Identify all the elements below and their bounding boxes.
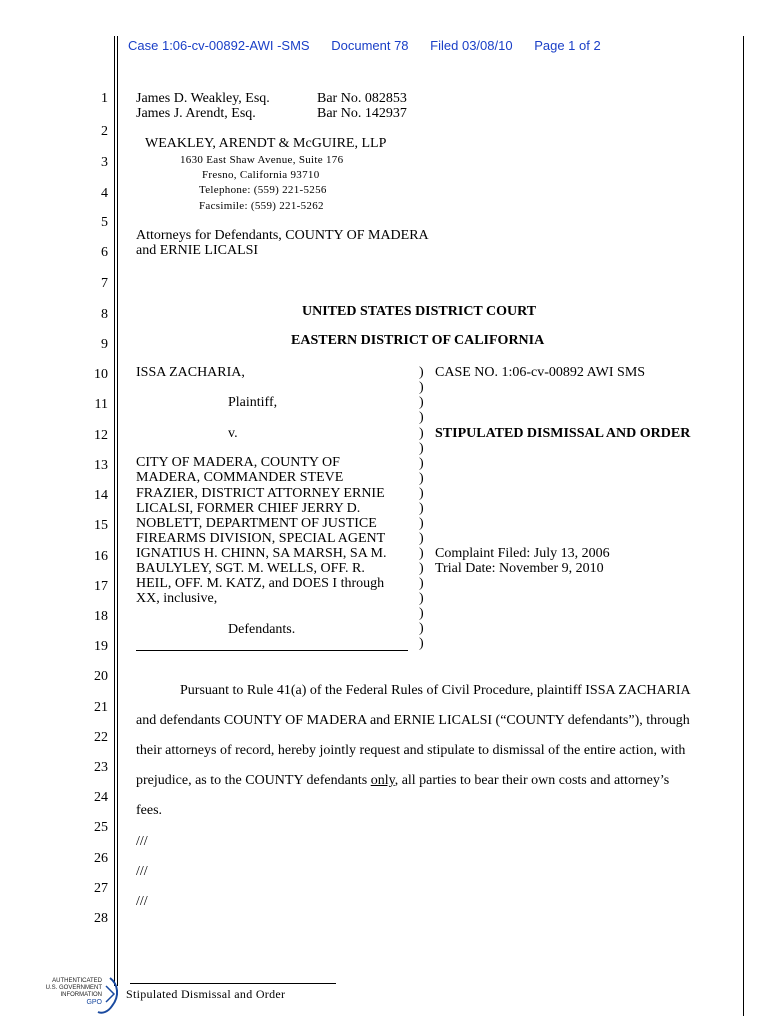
gpo-authentication-seal <box>40 976 120 1016</box>
defendants-list-line: HEIL, OFF. M. KATZ, and DOES I through <box>136 576 385 591</box>
body-line <box>136 773 669 789</box>
line-number: 3 <box>101 155 108 170</box>
line-number: 11 <box>94 397 108 412</box>
line-number: 5 <box>101 215 108 230</box>
line-number: 25 <box>94 820 108 835</box>
attorney-2-bar: Bar No. 142937 <box>317 106 407 121</box>
ecf-header <box>128 38 619 53</box>
emphasis-only: only <box>370 773 395 788</box>
continuation-slashes: /// <box>136 864 148 879</box>
line-number: 14 <box>94 488 108 503</box>
seal-text: GPO <box>86 999 102 1006</box>
line-number: 4 <box>101 186 108 201</box>
line-number: 7 <box>101 276 108 291</box>
firm-address-line-2: Fresno, California 93710 <box>202 169 320 181</box>
line-number: 17 <box>94 579 108 594</box>
line-number: 13 <box>94 458 108 473</box>
left-margin-rule-1 <box>114 36 115 986</box>
caption-paren: ) <box>419 410 424 425</box>
line-number: 16 <box>94 549 108 564</box>
line-number: 10 <box>94 367 108 382</box>
caption-paren: ) <box>419 636 424 651</box>
line-number: 21 <box>94 700 108 715</box>
left-margin-rule-2 <box>117 36 118 986</box>
defendants-list-line: LICALSI, FORMER CHIEF JERRY D. <box>136 501 361 516</box>
caption-paren: ) <box>419 471 424 486</box>
firm-telephone: Telephone: (559) 221-5256 <box>199 184 327 196</box>
line-number: 9 <box>101 337 108 352</box>
caption-paren: ) <box>419 621 424 636</box>
case-number: CASE NO. 1:06-cv-00892 AWI SMS <box>435 365 646 380</box>
attorneys-for-line-2: and ERNIE LICALSI <box>136 243 259 258</box>
line-number: 22 <box>94 730 108 745</box>
firm-address-line-1: 1630 East Shaw Avenue, Suite 176 <box>180 154 344 166</box>
defendants-label: Defendants. <box>228 622 296 637</box>
line-number: 8 <box>101 307 108 322</box>
header-page: Page 1 of 2 <box>534 38 601 53</box>
line-number: 19 <box>94 639 108 654</box>
attorney-1-bar: Bar No. 082853 <box>317 91 407 106</box>
defendants-list-line: FRAZIER, DISTRICT ATTORNEY ERNIE <box>136 486 385 501</box>
caption-paren: ) <box>419 516 424 531</box>
defendants-list-line: CITY OF MADERA, COUNTY OF <box>136 455 340 470</box>
line-number: 28 <box>94 911 108 926</box>
caption-paren: ) <box>419 365 424 380</box>
caption-paren: ) <box>419 576 424 591</box>
line-number: 26 <box>94 851 108 866</box>
caption-paren: ) <box>419 380 424 395</box>
line-number: 20 <box>94 669 108 684</box>
seal-text: AUTHENTICATED <box>52 978 102 984</box>
caption-paren: ) <box>419 606 424 621</box>
header-filed-date: Filed 03/08/10 <box>430 38 513 53</box>
attorney-1-name: James D. Weakley, Esq. <box>136 91 270 106</box>
defendants-list-line: XX, inclusive, <box>136 591 218 606</box>
line-number: 12 <box>94 428 108 443</box>
line-number: 2 <box>101 124 108 139</box>
court-district: EASTERN DISTRICT OF CALIFORNIA <box>291 333 545 348</box>
caption-underline <box>136 650 408 651</box>
trial-date: Trial Date: November 9, 2010 <box>435 561 604 576</box>
footer-rule <box>130 983 336 984</box>
caption-paren: ) <box>419 456 424 471</box>
body-line: fees. <box>136 803 163 818</box>
caption-paren: ) <box>419 486 424 501</box>
body-line: their attorneys of record, hereby jointly request and stipulate to dismissal of the entire action, with <box>136 743 686 758</box>
caption-paren: ) <box>419 561 424 576</box>
defendants-list-line: FIREARMS DIVISION, SPECIAL AGENT <box>136 531 386 546</box>
line-number: 6 <box>101 245 108 260</box>
continuation-slashes: /// <box>136 834 148 849</box>
attorney-2-name: James J. Arendt, Esq. <box>136 106 256 121</box>
plaintiff-name: ISSA ZACHARIA, <box>136 365 245 380</box>
defendants-list-line: NOBLETT, DEPARTMENT OF JUSTICE <box>136 516 377 531</box>
defendants-list-line: BAULYLEY, SGT. M. WELLS, OFF. R. <box>136 561 365 576</box>
line-number: 15 <box>94 518 108 533</box>
line-number: 1 <box>101 91 108 106</box>
line-number: 18 <box>94 609 108 624</box>
line-number: 27 <box>94 881 108 896</box>
line-number: 23 <box>94 760 108 775</box>
continuation-slashes: /// <box>136 894 148 909</box>
caption-paren: ) <box>419 546 424 561</box>
body-line: Pursuant to Rule 41(a) of the Federal Rules of Civil Procedure, plaintiff ISSA ZACHARIA <box>180 683 691 698</box>
header-document: Document 78 <box>331 38 409 53</box>
caption-paren: ) <box>419 426 424 441</box>
body-text: , all parties to bear their own costs and attorney’s <box>394 773 670 788</box>
seal-text: INFORMATION <box>60 992 102 998</box>
caption-paren: ) <box>419 531 424 546</box>
versus-label: v. <box>228 426 238 441</box>
document-title: STIPULATED DISMISSAL AND ORDER <box>435 426 691 441</box>
body-text: prejudice, as to the COUNTY defendants <box>136 773 371 788</box>
caption-paren: ) <box>419 501 424 516</box>
line-number: 24 <box>94 790 108 805</box>
firm-facsimile: Facsimile: (559) 221-5262 <box>199 200 324 212</box>
seal-text: U.S. GOVERNMENT <box>45 985 102 991</box>
law-firm-name: WEAKLEY, ARENDT & McGUIRE, LLP <box>145 136 387 151</box>
header-case-number: Case 1:06-cv-00892-AWI -SMS <box>128 38 310 53</box>
defendants-list-line: IGNATIUS H. CHINN, SA MARSH, SA M. <box>136 546 387 561</box>
right-margin-rule <box>743 36 744 1016</box>
caption-paren: ) <box>419 591 424 606</box>
caption-paren: ) <box>419 441 424 456</box>
plaintiff-label: Plaintiff, <box>228 395 278 410</box>
footer-title: Stipulated Dismissal and Order <box>126 987 286 1001</box>
complaint-filed-date: Complaint Filed: July 13, 2006 <box>435 546 610 561</box>
attorneys-for-line-1: Attorneys for Defendants, COUNTY OF MADERA <box>136 228 429 243</box>
caption-paren: ) <box>419 395 424 410</box>
body-line: and defendants COUNTY OF MADERA and ERNIE LICALSI (“COUNTY defendants”), through <box>136 713 690 728</box>
court-name: UNITED STATES DISTRICT COURT <box>302 304 537 319</box>
defendants-list-line: MADERA, COMMANDER STEVE <box>136 470 344 485</box>
